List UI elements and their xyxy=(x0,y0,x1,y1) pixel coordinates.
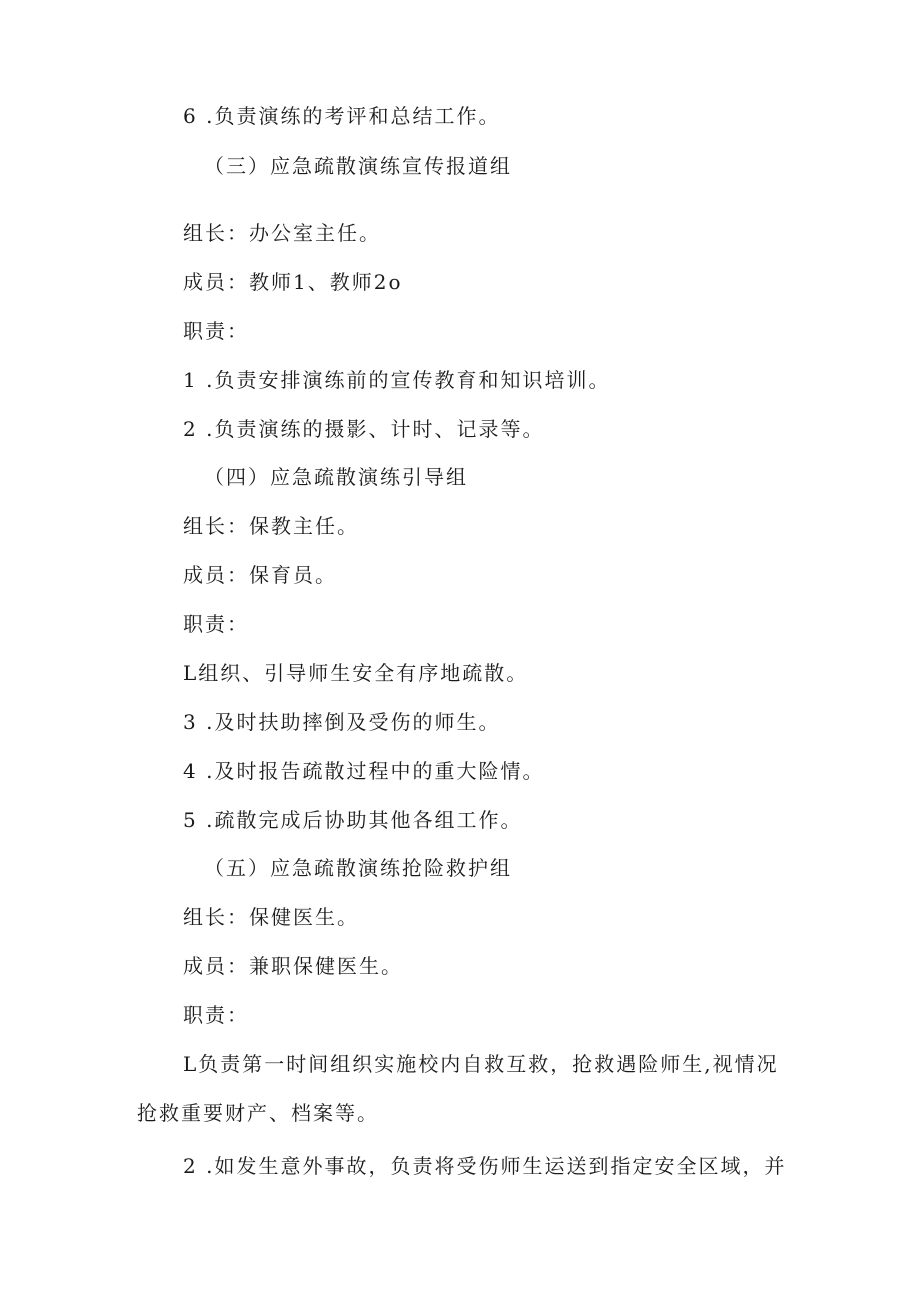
duty-item-3: 3 .及时扶助摔倒及受伤的师生。 xyxy=(183,710,501,734)
section-heading-publicity-group: （三）应急疏散演练宣传报道组 xyxy=(204,154,512,178)
group-members-line: 成员：教师1、教师2o xyxy=(183,270,403,294)
duty-item-2: 2 .负责演练的摄影、计时、记录等。 xyxy=(183,417,545,441)
duties-label: 职责： xyxy=(183,612,249,636)
duties-label: 职责： xyxy=(183,319,249,343)
group-leader-line: 组长：保教主任。 xyxy=(183,514,359,538)
duties-label: 职责： xyxy=(183,1003,249,1027)
group-leader-line: 组长：保健医生。 xyxy=(183,905,359,929)
group-leader-line: 组长：办公室主任。 xyxy=(183,221,381,245)
section-heading-rescue-group: （五）应急疏散演练抢险救护组 xyxy=(204,856,512,880)
group-members-line: 成员：兼职保健医生。 xyxy=(183,954,403,978)
group-members-line: 成员：保育员。 xyxy=(183,563,337,587)
duty-item-1: L负责第一时间组织实施校内自救互救，抢救遇险师生,视情况 xyxy=(183,1052,779,1076)
duty-item-1-continuation: 抢救重要财产、档案等。 xyxy=(137,1101,379,1125)
duty-item-6: 6 .负责演练的考评和总结工作。 xyxy=(183,104,501,128)
duty-item-2: 2 .如发生意外事故，负责将受伤师生运送到指定安全区域，并 xyxy=(183,1154,787,1178)
duty-item-5: 5 .疏散完成后协助其他各组工作。 xyxy=(183,808,523,832)
duty-item-4: 4 .及时报告疏散过程中的重大险情。 xyxy=(183,759,545,783)
duty-item-1: 1 .负责安排演练前的宣传教育和知识培训。 xyxy=(183,368,611,392)
section-heading-guidance-group: （四）应急疏散演练引导组 xyxy=(204,465,468,489)
duty-item-1: L组织、引导师生安全有序地疏散。 xyxy=(183,661,529,685)
